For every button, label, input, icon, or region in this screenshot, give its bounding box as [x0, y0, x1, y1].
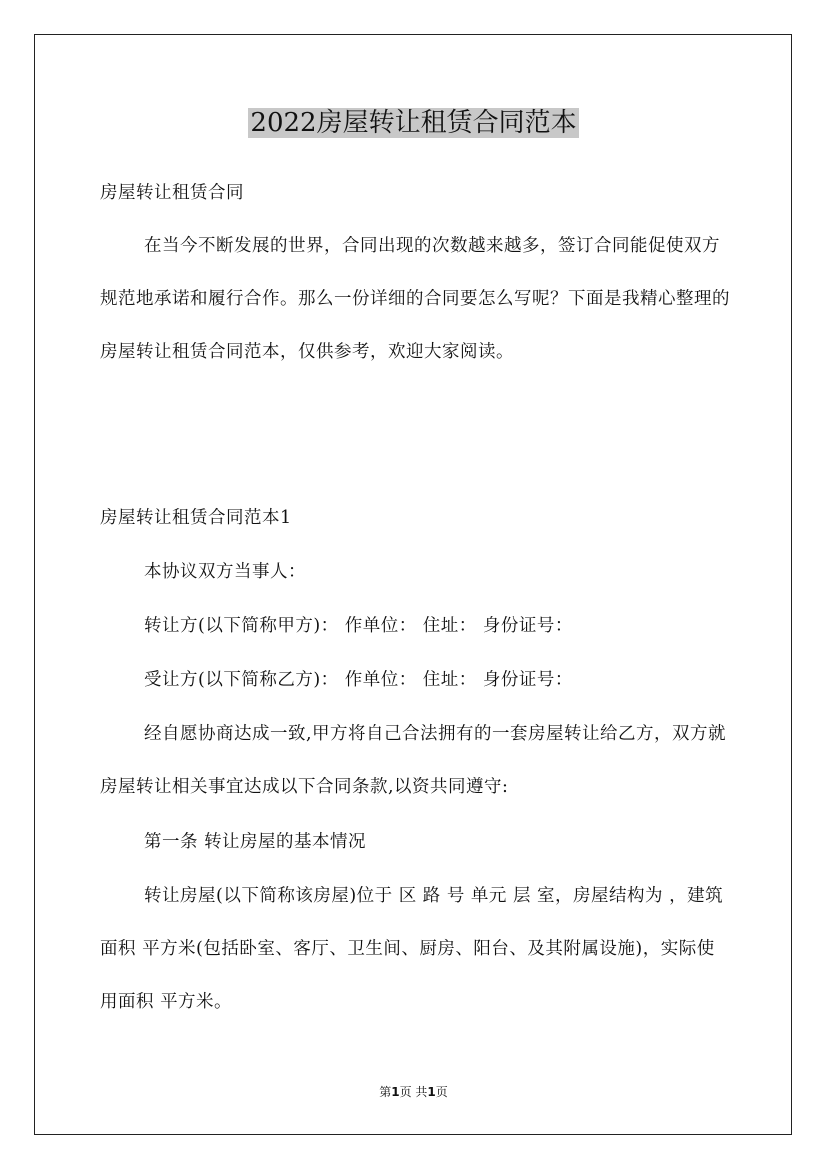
- document-title: [0, 103, 827, 143]
- article-1-title: 第一条 转让房屋的基本情况: [144, 832, 367, 852]
- page-prefix: 第: [379, 1085, 392, 1099]
- section-heading: 房屋转让租赁合同范本1: [100, 508, 292, 528]
- article-1-body: 转让房屋(以下简称该房屋)位于 区 路 号 单元 层 室，房屋结构为 ，建筑面积 平方米(包括卧室、客厅、卫生间、厨房、阳台、及其附属设施)，实际使用面积 平方米。: [100, 886, 724, 1012]
- party-a-line: 转让方(以下简称甲方)： 作单位： 住址： 身份证号：: [144, 616, 573, 636]
- page-mid: 页 共: [399, 1085, 428, 1099]
- agreement-paragraph: 经自愿协商达成一致,甲方将自己合法拥有的一套房屋转让给乙方，双方就房屋转让相关事宜达成以下合同条款,以资共同遵守:: [100, 724, 727, 797]
- page-suffix: 页: [435, 1085, 448, 1099]
- party-b-line: 受让方(以下简称乙方)： 作单位： 住址： 身份证号：: [144, 670, 573, 690]
- parties-intro: 本协议双方当事人：: [144, 562, 306, 582]
- subtitle: 房屋转让租赁合同: [100, 183, 244, 203]
- intro-paragraph: 在当今不断发展的世界，合同出现的次数越来越多，签订合同能促使双方规范地承诺和履行合作。那么一份详细的合同要怎么写呢？下面是我精心整理的房屋转让租赁合同范本，仅供参考，欢迎大家阅读。: [100, 236, 730, 362]
- page-current: 1: [391, 1085, 400, 1099]
- page-total: 1: [427, 1085, 436, 1099]
- title-text: 2022房屋转让租赁合同范本: [250, 108, 577, 138]
- page-footer: [0, 1083, 827, 1100]
